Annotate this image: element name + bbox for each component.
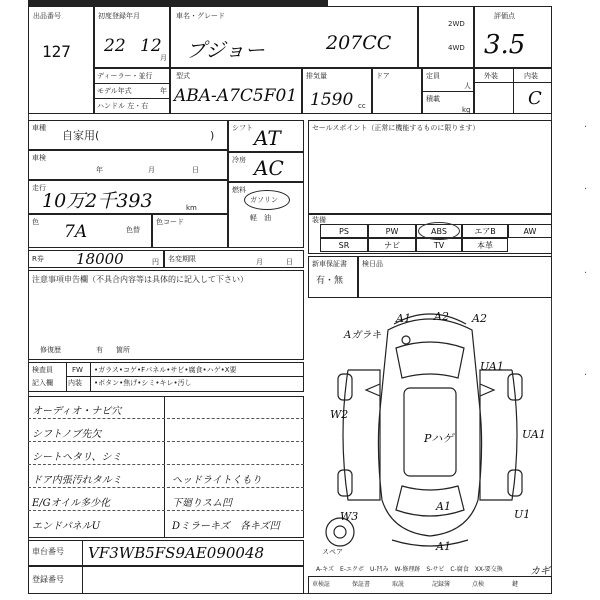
vin-value: VF3WB5FS9AE090048 <box>88 544 265 562</box>
mileage-label: 走行 <box>32 184 46 192</box>
capacity-label: 定員 <box>426 72 440 80</box>
spare-label: スペア <box>322 548 343 556</box>
equip-abs-circle <box>418 222 460 240</box>
disp-unit: cc <box>358 102 366 110</box>
type-label: 型式 <box>176 72 190 80</box>
handle-label: ハンドル 左・右 <box>97 102 149 110</box>
capacity-unit: 人 <box>464 82 471 90</box>
color-label: 色 <box>32 218 39 226</box>
remark-left-3: シートヘタリ、シミ <box>32 452 122 463</box>
interior-row-label: 内装 <box>68 379 82 387</box>
usage-value: 自家用( <box>62 129 100 142</box>
repair-label: 修復歴 <box>40 346 61 354</box>
reg-label: 初度登録年月 <box>98 12 140 20</box>
recycle-unit: 円 <box>152 258 159 266</box>
equip-pw: PW <box>368 224 416 238</box>
equip-abs: ABS <box>416 224 462 238</box>
model-year-label: モデル年式 <box>97 87 132 95</box>
equip-leather: 本革 <box>462 238 508 252</box>
car-name: プジョー <box>186 38 265 62</box>
manual-value: 有・無 <box>316 276 344 286</box>
remark-left-4: ドア内張汚れタルミ <box>32 475 122 486</box>
remark-right-5: 下廻りスム凹 <box>172 498 232 509</box>
doc-footer-3: 記録簿 <box>432 581 451 588</box>
ac-label: 冷房 <box>232 156 246 164</box>
load-label: 積載 <box>426 95 440 103</box>
type-code: ABA-A7C5F01 <box>174 86 298 106</box>
title-day-unit: 日 <box>286 258 293 266</box>
equip-tv: TV <box>416 238 462 252</box>
title-month-unit: 月 <box>256 258 263 266</box>
inspection-box <box>28 150 228 180</box>
equip-ps: PS <box>320 224 368 238</box>
equip-sr: SR <box>320 238 368 252</box>
notes-label: 注意事項申告欄（不具合内容等は具体的に記入して下さい） <box>32 275 248 284</box>
equip-airbag: エアB <box>462 224 508 238</box>
sales-label: セールスポイント（正常に機能するものに限ります） <box>312 124 480 132</box>
lot-number: 127 <box>42 42 71 61</box>
load-unit: kg <box>462 106 471 114</box>
remark-right-6: Dミラーキズ 各キズ凹 <box>172 521 280 532</box>
reg-number-label: 登録番号 <box>32 575 64 584</box>
inspector-box <box>358 256 552 298</box>
fuel-sub: 軽 油 <box>250 214 271 222</box>
car-right-side <box>480 370 517 500</box>
reg-month-unit: 月 <box>160 54 167 62</box>
fuel-value: ガソリン <box>250 196 278 204</box>
car-rear-window <box>396 486 464 516</box>
shift-value: AT <box>254 126 281 150</box>
mirror-right <box>480 384 494 396</box>
mileage-unit: km <box>186 204 197 212</box>
car-left-side <box>343 370 380 500</box>
inspection-label: 車検 <box>32 154 46 162</box>
margin-mark: · <box>584 184 588 195</box>
score-value: 3.5 <box>484 30 526 60</box>
manual-label: 新車保証書 <box>312 260 347 268</box>
exterior-label: 外装 <box>484 72 498 80</box>
remark-left-6: エンドパネルU <box>32 521 101 532</box>
dealer-label: ディーラー・並行 <box>97 72 153 80</box>
margin-mark: · <box>584 268 588 279</box>
reg-number-box <box>28 566 304 594</box>
diagram-mark-a2-right: A2 <box>472 312 487 325</box>
grille-circle <box>402 336 410 344</box>
inspection-month-unit: 月 <box>148 166 155 174</box>
interior-grade: C <box>528 88 542 109</box>
ac-value: AC <box>254 156 284 180</box>
door-label: ドア <box>376 72 390 80</box>
diagram-mark-ua1-right-top: UA1 <box>480 360 504 373</box>
remark-left-2: シフトノブ先欠 <box>32 429 102 440</box>
drive-box <box>418 6 474 68</box>
color-swap-label: 色替 <box>126 226 140 234</box>
recycle-label: R券 <box>32 255 44 263</box>
equip-aw: AW <box>508 224 552 238</box>
reg-year: 22 <box>104 36 126 56</box>
doc-footer-4: 点検 <box>472 581 485 588</box>
title-label: 名変期限 <box>168 255 196 263</box>
diagram-mark-a2-top: A2 <box>434 310 449 323</box>
usage-label: 車種 <box>32 124 46 132</box>
repair-place: 箇所 <box>116 346 130 354</box>
sales-box <box>308 120 552 214</box>
diagram-mark-a1-top: A1 <box>396 312 411 325</box>
car-windshield <box>396 342 464 378</box>
doc-footer-2: 取説 <box>392 581 405 588</box>
rear-bumper <box>392 540 468 546</box>
usage-close: ) <box>210 129 215 142</box>
car-body-outline <box>378 319 481 536</box>
name-label: 車名・グレード <box>176 12 225 20</box>
drive-2wd: 2WD <box>448 20 465 28</box>
equip-navi: ナビ <box>368 238 416 252</box>
equip-label: 装備 <box>312 216 326 224</box>
drive-4wd: 4WD <box>448 44 465 52</box>
doc-footer-1: 保証書 <box>352 581 371 588</box>
diagram-antenna: Aガラキ <box>344 330 382 341</box>
car-model: 207CC <box>326 32 392 54</box>
inspection-day-unit: 日 <box>192 166 199 174</box>
diagram-mark-phage: Pハゲ <box>424 432 454 445</box>
reg-month: 12 <box>140 36 162 56</box>
fuel-label: 燃料 <box>232 186 246 194</box>
vin-label: 車台番号 <box>32 547 64 556</box>
remark-right-4: ヘッドライトくもり <box>172 475 262 486</box>
interior-label: 内装 <box>524 72 538 80</box>
remark-left-5: E/Gオイル多少化 <box>32 498 111 509</box>
margin-mark: · <box>584 122 588 133</box>
damage-legend: A-キズ E-エクボ U-凹み W-修理跡 S-サビ C-腐食 XX-要交換 <box>316 566 503 573</box>
shift-label: シフト <box>232 124 253 132</box>
margin-mark: · <box>584 370 588 381</box>
remark-left-1: オーディオ・ナビ穴 <box>32 406 122 417</box>
diagram-mark-w2: W2 <box>330 408 349 421</box>
record-label: 記入欄 <box>32 379 53 387</box>
score-label: 評価点 <box>494 12 515 20</box>
checker-label: 検査員 <box>32 366 53 374</box>
damage-legend-mark: カギ <box>530 566 550 577</box>
color-code-label: 色コード <box>156 218 184 226</box>
doc-footer-5: 鍵 <box>512 581 519 588</box>
usage-box <box>28 120 228 150</box>
disp-value: 1590 <box>310 90 354 110</box>
diagram-mark-ua1-right: UA1 <box>522 428 546 441</box>
diagram-mark-a1-bottom: A1 <box>436 540 451 553</box>
model-year-unit: 年 <box>160 87 167 95</box>
fw-text: •ガラス•コゲ•Fパネル•サビ•腐食•ハゲ•X要 <box>94 366 237 374</box>
fw-label: FW <box>72 366 83 374</box>
color-value: 7A <box>64 222 88 242</box>
doc-footer-0: 車検証 <box>312 581 331 588</box>
mirror-left <box>366 384 380 396</box>
diagram-mark-u1: U1 <box>514 508 531 521</box>
mileage-value: 10万2千393 <box>42 190 153 212</box>
diagram-mark-w3: W3 <box>340 510 359 523</box>
interior-row-text: •ボタン•焦げ•シミ•キレ•汚し <box>94 379 192 387</box>
inspector-label: 検日品 <box>362 260 383 268</box>
diagram-mark-a1-side: A1 <box>436 500 451 513</box>
disp-label: 排気量 <box>306 72 327 80</box>
inspection-year-unit: 年 <box>96 166 103 174</box>
repair-value: 有 <box>96 346 103 354</box>
lot-label: 出品番号 <box>33 12 61 20</box>
recycle-value: 18000 <box>76 250 124 268</box>
